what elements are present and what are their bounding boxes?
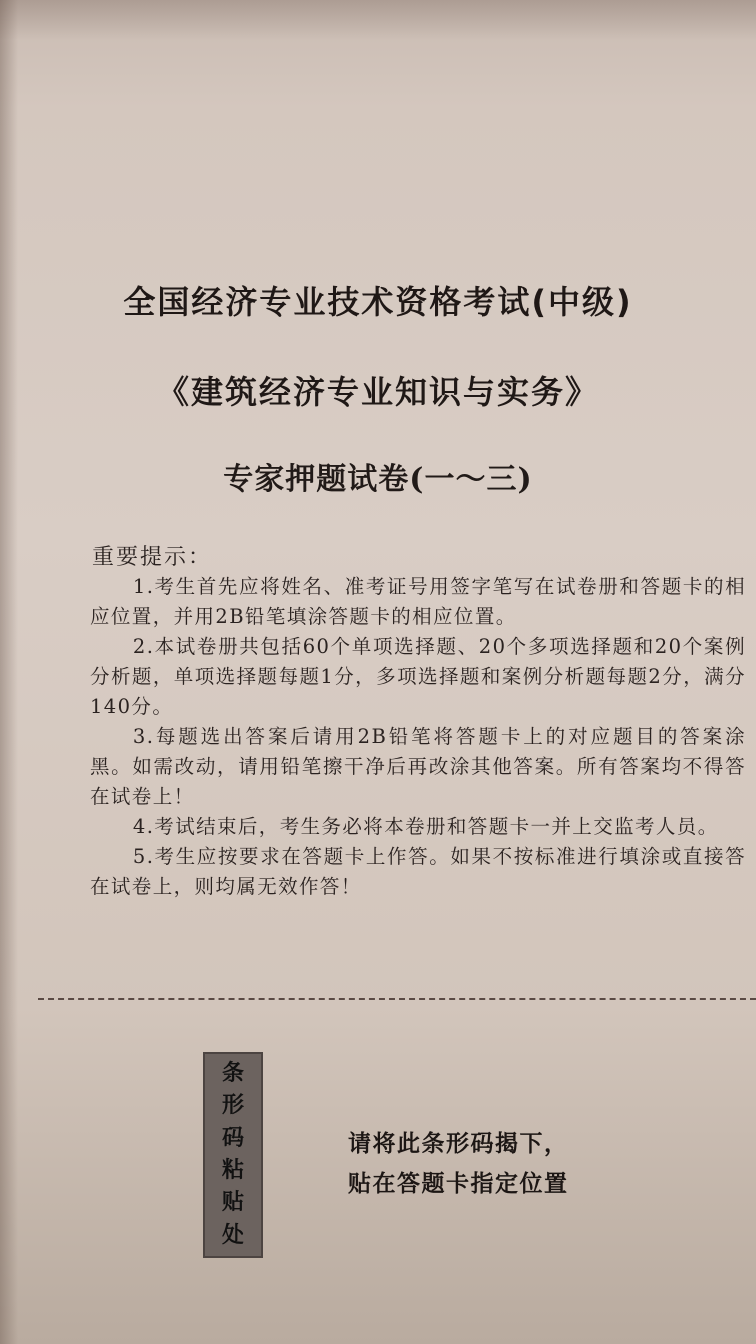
cut-line-divider [38, 998, 756, 1000]
barcode-char: 码 [221, 1125, 244, 1151]
notice-item-3: 3.每题选出答案后请用2B铅笔将答题卡上的对应题目的答案涂黑。如需改动，请用铅笔擦干净后再改涂其他答案。所有答案均不得答在试卷上！ [90, 725, 746, 808]
barcode-char: 粘 [221, 1158, 244, 1184]
barcode-instruction-line1: 请将此条形码揭下， [348, 1131, 569, 1157]
notice-item-4: 4.考试结束后，考生务必将本卷册和答题卡一并上交监考人员。 [132, 815, 719, 838]
exam-main-title: 全国经济专业技术资格考试(中级) [123, 283, 633, 322]
barcode-instruction [348, 1124, 569, 1204]
barcode-char: 贴 [221, 1190, 244, 1216]
barcode-char: 处 [221, 1222, 244, 1248]
barcode-char: 形 [221, 1093, 244, 1119]
page-left-shadow [0, 0, 18, 1344]
notice-heading: 重要提示： [92, 545, 213, 570]
barcode-instruction-line2: 贴在答题卡指定位置 [348, 1171, 569, 1197]
notice-item-5: 5.考生应按要求在答题卡上作答。如果不按标准进行填涂或直接答在试卷上，则均属无效作答！ [90, 845, 746, 898]
barcode-char: 条 [221, 1061, 244, 1087]
exam-subject-title: 《建筑经济专业知识与实务》 [156, 372, 599, 411]
notice-item-2: 2.本试卷册共包括60个单项选择题、20个多项选择题和20个案例分析题，单项选择题每题1分，多项选择题和案例分析题每题2分，满分140分。 [90, 635, 746, 718]
notice-list [90, 572, 746, 902]
paper-title: 专家押题试卷(一～三) [223, 462, 533, 497]
notice-item-1: 1.考生首先应将姓名、准考证号用签字笔写在试卷册和答题卡的相应位置，并用2B铅笔填涂答题卡的相应位置。 [90, 575, 746, 628]
barcode-sticker-area [203, 1052, 263, 1258]
page-top-shadow [0, 0, 756, 40]
